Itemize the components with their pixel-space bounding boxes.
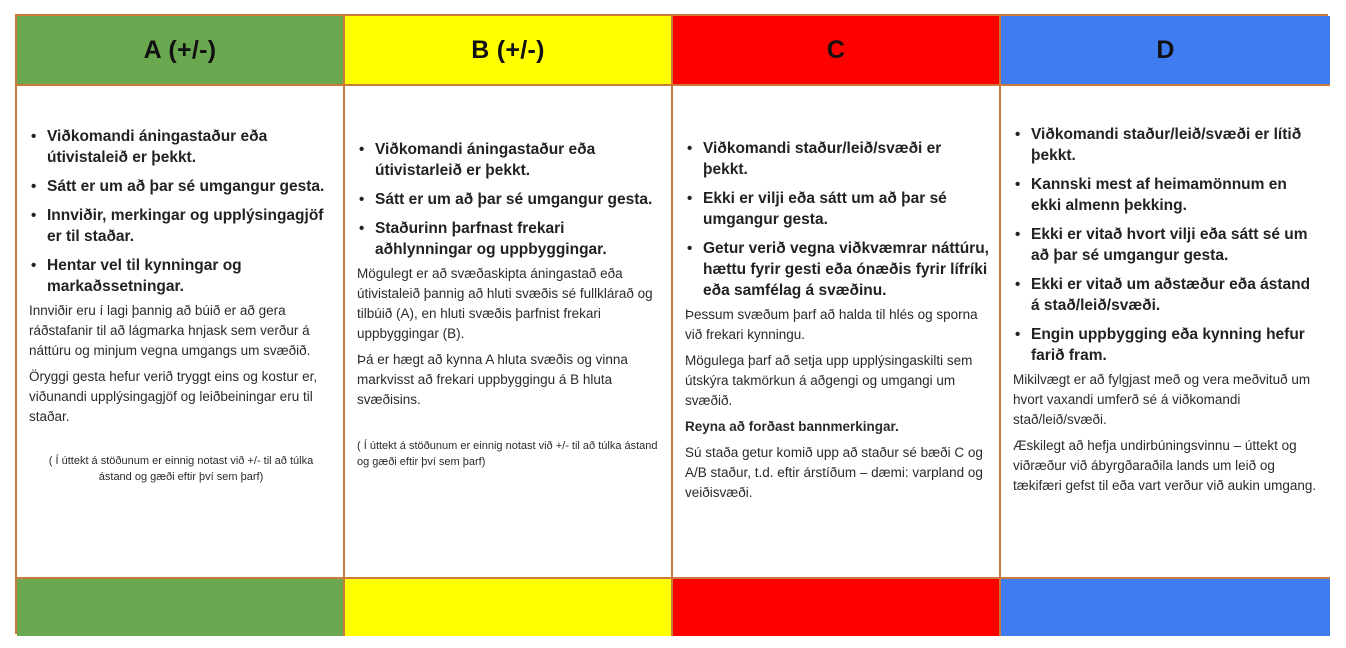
- bullet-item: • Kannski mest af heimamönnum en ekki almenn þekking.: [1013, 174, 1320, 216]
- bullet-item: • Viðkomandi staður/leið/svæði er þekkt.: [685, 138, 989, 180]
- header-cell-b: [345, 16, 673, 86]
- body-cell-d: [1001, 86, 1330, 579]
- header-cell-c: [673, 16, 1001, 86]
- paragraph: Mögulegt er að svæðaskipta áningastað eða útivistaleið þannig að hluti svæðis sé fullklárað og tilbúið (A), en hluti svæðis þarfnist frekari uppbyggingar (B).: [357, 266, 653, 341]
- bullet-item: • Getur verið vegna viðkvæmrar náttúru, hættu fyrir gesti eða ónæðis fyrir lífríki eða samfélag á svæðinu.: [685, 238, 989, 301]
- paragraph: Mögulega þarf að setja upp upplýsingaskilti sem útskýra takmörkun á aðgengi og umgangi um svæðið.: [685, 353, 973, 408]
- bullet-item: • Ekki er vitað um aðstæður eða ástand á stað/leið/svæði.: [1013, 274, 1320, 316]
- paragraph: Öryggi gesta hefur verið tryggt eins og kostur er, viðunandi upplýsingagjöf og leiðbeiningar eru til staðar.: [29, 369, 318, 424]
- bullet-item: • Engin uppbygging eða kynning hefur farið fram.: [1013, 324, 1320, 366]
- bullet-list-d: [1013, 124, 1320, 366]
- header-cell-d: [1001, 16, 1330, 86]
- body-cell-a: [17, 86, 345, 579]
- paragraph: Innviðir eru í lagi þannig að búið er að gera ráðstafanir til að lágmarka hnjask sem verður á náttúru og minjum vegna umgangs um svæðið.: [29, 303, 311, 358]
- paragraph: Mikilvægt er að fylgjast með og vera meðvituð um hvort vaxandi umferð sé á viðkomandi stað/leið/svæði.: [1013, 372, 1311, 427]
- note: ( Í úttekt á stöðunum er einnig notast við +/- til að túlka ástand og gæði eftir því sem þarf): [48, 455, 314, 483]
- note: ( Í úttekt á stöðunum er einnig notast við +/- til að túlka ástand og gæði eftir því sem þarf): [357, 440, 658, 468]
- header-cell-a: [17, 16, 345, 86]
- footer-band-a: [17, 579, 345, 636]
- paragraph: Þá er hægt að kynna A hluta svæðis og vinna markvisst að frekari uppbyggingu á B hluta svæðisins.: [357, 352, 628, 407]
- footer-band-c: [673, 579, 1001, 636]
- bullet-item: • Sátt er um að þar sé umgangur gesta.: [29, 176, 333, 197]
- paragraph: Æskilegt að hefja undirbúningsvinnu – úttekt og viðræður við ábyrgðaraðila lands um leið og tækifæri gefst til eða vart verður við aukin umgang.: [1013, 438, 1317, 493]
- bullet-item: • Innviðir, merkingar og upplýsingagjöf er til staðar.: [29, 205, 333, 247]
- bullet-item: • Sátt er um að þar sé umgangur gesta.: [357, 189, 661, 210]
- header-label-d: D: [1156, 35, 1175, 64]
- body-cell-b: [345, 86, 673, 579]
- header-label-c: C: [826, 35, 846, 64]
- bullet-item: • Viðkomandi áningastaður eða útivistarleið er þekkt.: [357, 139, 661, 181]
- paragraph: Sú staða getur komið upp að staður sé bæði C og A/B staður, t.d. eftir árstíðum – dæmi: varpland og veiðisvæði.: [685, 445, 983, 500]
- body-cell-c: [673, 86, 1001, 579]
- bullet-item: • Ekki er vitað hvort vilji eða sátt sé um að þar sé umgangur gesta.: [1013, 224, 1320, 266]
- bullet-list-a: [29, 126, 333, 297]
- footer-band-b: [345, 579, 673, 636]
- footer-band-d: [1001, 579, 1330, 636]
- bold-paragraph: Reyna að forðast bannmerkingar.: [685, 419, 899, 434]
- bullet-item: • Viðkomandi staður/leið/svæði er lítið þekkt.: [1013, 124, 1320, 166]
- header-label-a: A (+/-): [143, 35, 217, 64]
- bullet-item: • Hentar vel til kynningar og markaðssetningar.: [29, 255, 333, 297]
- header-label-b: B (+/-): [471, 35, 545, 64]
- bullet-item: • Staðurinn þarfnast frekari aðhlynningar og uppbyggingar.: [357, 218, 661, 260]
- paragraph: Þessum svæðum þarf að halda til hlés og sporna við frekari kynningu.: [685, 307, 978, 342]
- classification-table: [15, 14, 1328, 634]
- bullet-list-c: [685, 138, 989, 301]
- bullet-list-b: [357, 139, 661, 260]
- bullet-item: • Ekki er vilji eða sátt um að þar sé umgangur gesta.: [685, 188, 989, 230]
- bullet-item: • Viðkomandi áningastaður eða útivistaleið er þekkt.: [29, 126, 333, 168]
